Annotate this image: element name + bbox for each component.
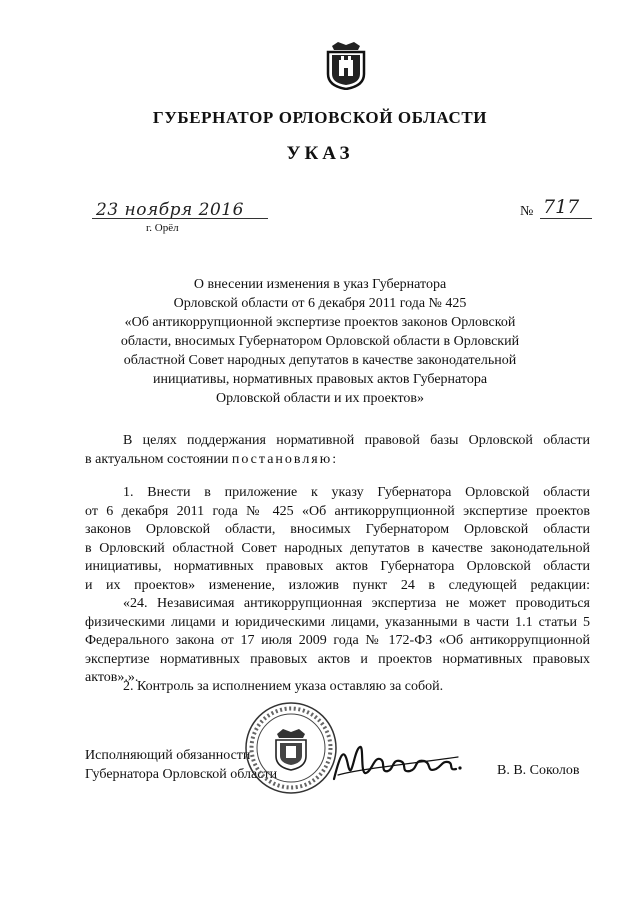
subject-line: «Об антикоррупционной экспертизе проектов законов Орловской [124, 315, 516, 330]
subject-line: Орловской области от 6 декабря 2011 года № 425 [173, 296, 467, 311]
item-1-line: законов Орловской области, вносимых Губернатором Орловской области [85, 522, 590, 537]
number-label: № [520, 204, 534, 219]
official-seal-icon [243, 700, 339, 796]
subject-line: Орловской области и их проектов» [215, 391, 425, 406]
preamble-colon: : [332, 451, 337, 467]
subject-line: О внесении изменения в указ Губернатора [193, 277, 447, 292]
document-subject [0, 275, 640, 408]
position-line: Исполняющий обязанности [85, 748, 251, 763]
item-1-line: экспертизе нормативных правовых актов и проектов нормативных правовых [85, 651, 590, 667]
date-underline [92, 218, 268, 219]
preamble-line [85, 451, 590, 470]
subject-line: инициативы, нормативных правовых актов Губернатора [152, 372, 488, 387]
item-2-line: 2. Контроль за исполнением указа оставляю за собой. [123, 679, 444, 694]
handwritten-signature-icon [330, 735, 465, 785]
document-type-title: УКАЗ [286, 143, 354, 164]
item-1-line: от 6 декабря 2011 года № 425 «Об антикоррупционной экспертизе проектов [85, 503, 590, 519]
item-1-line: в Орловский областной Совет народных депутатов в качестве законодательной [85, 540, 590, 556]
item-1-line: инициативы, нормативных правовых актов Губернатора Орловской области [85, 559, 590, 574]
item-1-line: и их проектов» изменение, изложив пункт 24 в следующей редакции: [85, 577, 590, 593]
position-line: Губернатора Орловской области [85, 767, 278, 782]
subject-line: областной Совет народных депутатов в качестве законодательной [123, 353, 517, 368]
preamble-text: в актуальном состоянии [85, 451, 232, 467]
item-1-line: 1. Внести в приложение к указу Губернатора Орловской области [123, 485, 590, 500]
item-1-line: актов».». [85, 670, 139, 685]
decree-keyword: постановляю [231, 451, 333, 467]
item-1-line: Федерального закона от 17 июля 2009 года № 172-ФЗ «Об антикоррупционной [85, 633, 590, 648]
signer-name: В. В. Соколов [497, 763, 580, 778]
item-2-paragraph [85, 678, 590, 697]
issuing-authority: ГУБЕРНАТОР ОРЛОВСКОЙ ОБЛАСТИ [152, 108, 488, 127]
oryol-oblast-coat-of-arms-icon [322, 40, 370, 90]
handwritten-number: 717 [543, 196, 580, 218]
preamble-line: В целях поддержания нормативной правовой базы Орловской области [123, 433, 590, 448]
item-1-paragraph [85, 484, 590, 688]
item-1-line: «24. Независимая антикоррупционная экспертиза не может проводиться [123, 596, 590, 611]
city-label: г. Орёл [146, 222, 179, 234]
item-1-line: физическими лицами и юридическими лицами, указанными в части 1.1 статьи 5 [85, 614, 590, 630]
handwritten-date: 23 ноября 2016 [96, 200, 244, 220]
number-underline [540, 218, 592, 219]
subject-line: области, вносимых Губернатором Орловской области в Орловский [120, 334, 520, 349]
preamble-paragraph [85, 432, 590, 469]
